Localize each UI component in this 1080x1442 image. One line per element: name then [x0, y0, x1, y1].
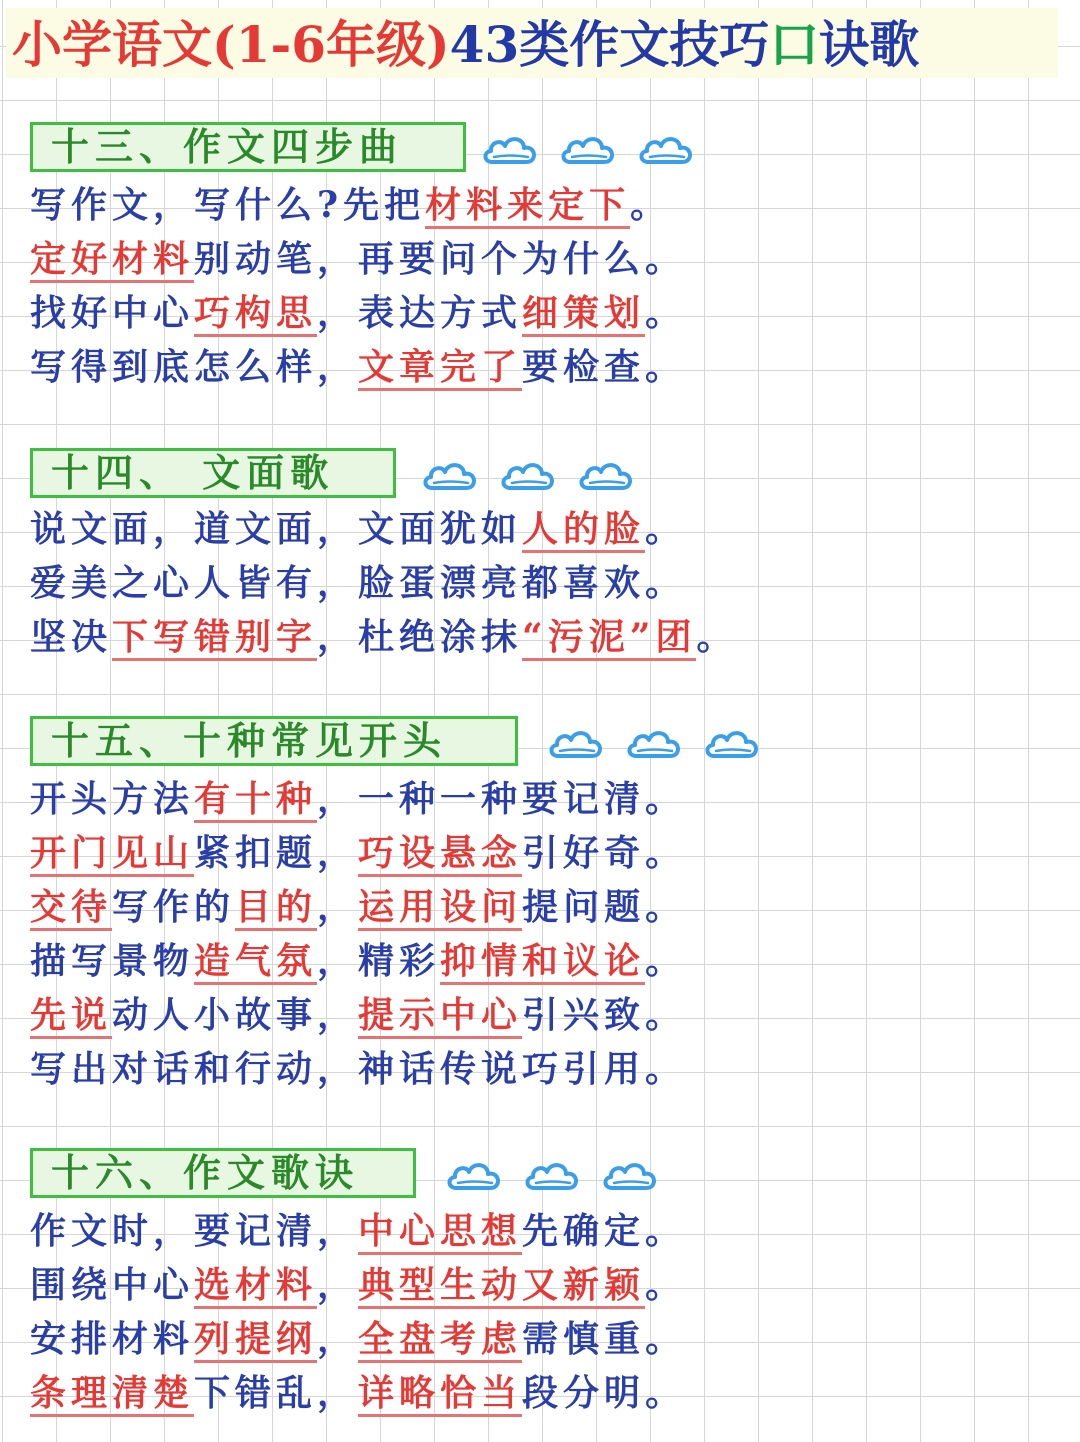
- verse-text: 。: [696, 616, 738, 658]
- verse-text: 安排材料: [30, 1318, 195, 1360]
- verse-text: ，杜绝涂抹: [317, 616, 523, 658]
- highlight-phrase: 详略恰当: [358, 1372, 522, 1417]
- verse-text: ，: [317, 886, 359, 928]
- cloud-decoration: [546, 724, 762, 764]
- section-heading: 十六、作文歌诀: [30, 1148, 416, 1198]
- cloud-decoration: [480, 130, 696, 170]
- highlight-phrase: 目的: [235, 886, 317, 931]
- highlight-phrase: 文章完了: [358, 346, 522, 391]
- highlight-phrase: 开门见山: [30, 832, 194, 877]
- verse-text: 。: [645, 346, 687, 388]
- verse-text: 描写景物: [30, 940, 195, 982]
- verse-text: 。: [645, 1264, 687, 1306]
- cloud-icon: [480, 130, 540, 170]
- verse-text: 引好奇: [522, 832, 646, 874]
- cloud-icon: [624, 724, 684, 764]
- verse-line: [30, 504, 686, 554]
- verse-text: 。: [645, 778, 687, 820]
- highlight-phrase: 造气氛: [194, 940, 317, 985]
- cloud-icon: [498, 456, 558, 496]
- verse-text: 。: [645, 994, 687, 1036]
- verse-text: 说文面，道文面，文面犹如: [30, 508, 523, 550]
- cloud-icon: [420, 456, 480, 496]
- verse-line: [30, 1260, 686, 1310]
- verse-line: [30, 774, 686, 824]
- highlight-phrase: 有十种: [194, 778, 317, 823]
- highlight-phrase: 抑情和议论: [440, 940, 645, 985]
- highlight-phrase: 下写错别字: [112, 616, 317, 661]
- verse-line: [30, 558, 686, 608]
- verse-text: 要检查: [522, 346, 646, 388]
- highlight-phrase: 先说: [30, 994, 112, 1039]
- verse-text: 需慎重: [522, 1318, 646, 1360]
- cloud-icon: [636, 130, 696, 170]
- verse-text: 段分明: [522, 1372, 646, 1414]
- verse-text: 。: [645, 562, 687, 604]
- verse-text: 先确定: [522, 1210, 646, 1252]
- verse-text: ，: [317, 1264, 359, 1306]
- verse-text: 提问题: [522, 886, 646, 928]
- verse-line: [30, 1206, 686, 1256]
- title-part-grade: 小学语文(1-6年级): [12, 15, 450, 74]
- verse-text: ，: [317, 1318, 359, 1360]
- verse-text: 。: [645, 238, 687, 280]
- verse-text: 写作文，写什么?先把: [30, 184, 426, 226]
- highlight-phrase: 列提纲: [194, 1318, 317, 1363]
- verse-text: 下错乱，: [194, 1372, 359, 1414]
- verse-line: [30, 288, 686, 338]
- section-heading: 十五、十种常见开头: [30, 716, 518, 766]
- verse-line: [30, 936, 686, 986]
- cloud-icon: [558, 130, 618, 170]
- verse-text: 开头方法: [30, 778, 195, 820]
- verse-line: [30, 990, 686, 1040]
- highlight-phrase: 定好材料: [30, 238, 194, 283]
- verse-text: 。: [645, 1372, 687, 1414]
- verse-text: 。: [645, 832, 687, 874]
- section-heading: 十三、作文四步曲: [30, 122, 466, 172]
- verse-text: 坚决: [30, 616, 113, 658]
- title-part-mouth: 口: [769, 15, 820, 74]
- verse-text: ，精彩: [317, 940, 441, 982]
- verse-text: 围绕中心: [30, 1264, 195, 1306]
- cloud-icon: [702, 724, 762, 764]
- highlight-phrase: 人的脸: [522, 508, 645, 553]
- verse-text: 。: [645, 886, 687, 928]
- highlight-phrase: 选材料: [194, 1264, 317, 1309]
- cloud-decoration: [420, 456, 636, 496]
- verse-text: 。: [645, 1318, 687, 1360]
- verse-text: 。: [630, 184, 672, 226]
- section-heading: 十四、 文面歌: [30, 448, 396, 498]
- highlight-phrase: 全盘考虑: [358, 1318, 522, 1363]
- highlight-phrase: “污泥”团: [522, 616, 696, 661]
- cloud-icon: [600, 1156, 660, 1196]
- verse-text: 。: [645, 1048, 687, 1090]
- verse-text: 动人小故事，: [112, 994, 359, 1036]
- highlight-phrase: 交待: [30, 886, 112, 931]
- verse-text: ，一种一种要记清: [317, 778, 646, 820]
- highlight-phrase: 条理清楚: [30, 1372, 194, 1417]
- verse-text: 作文时，要记清，: [30, 1210, 359, 1252]
- verse-line: [30, 234, 686, 284]
- verse-line: [30, 882, 686, 932]
- verse-text: 引兴致: [522, 994, 646, 1036]
- highlight-phrase: 典型生动又新颖: [358, 1264, 645, 1309]
- verse-text: 写得到底怎么样，: [30, 346, 359, 388]
- cloud-icon: [576, 456, 636, 496]
- verse-text: 找好中心: [30, 292, 195, 334]
- highlight-phrase: 巧构思: [194, 292, 317, 337]
- verse-text: 写作的: [112, 886, 236, 928]
- cloud-icon: [546, 724, 606, 764]
- verse-line: [30, 1044, 686, 1094]
- cloud-icon: [444, 1156, 504, 1196]
- highlight-phrase: 运用设问: [358, 886, 522, 931]
- highlight-phrase: 提示中心: [358, 994, 522, 1039]
- highlight-phrase: 中心思想: [358, 1210, 522, 1255]
- verse-line: [30, 1314, 686, 1364]
- highlight-phrase: 材料来定下: [425, 184, 630, 229]
- page-title: [12, 12, 1072, 78]
- verse-line: [30, 612, 737, 662]
- highlight-phrase: 细策划: [522, 292, 645, 337]
- verse-text: 。: [645, 508, 687, 550]
- verse-line: [30, 342, 686, 392]
- highlight-phrase: 巧设悬念: [358, 832, 522, 877]
- verse-text: 。: [645, 292, 687, 334]
- verse-text: 别动笔，再要问个为什么: [194, 238, 646, 280]
- verse-line: [30, 180, 671, 230]
- title-part-song: 诀歌: [819, 15, 920, 74]
- cloud-icon: [522, 1156, 582, 1196]
- verse-text: 爱美之心人皆有，脸蛋漂亮都喜欢: [30, 562, 646, 604]
- verse-line: [30, 828, 686, 878]
- verse-text: 。: [645, 940, 687, 982]
- verse-text: 。: [645, 1210, 687, 1252]
- verse-text: 紧扣题，: [194, 832, 359, 874]
- verse-text: 写出对话和行动，神话传说巧引用: [30, 1048, 646, 1090]
- title-part-categories: 43类作文技巧: [449, 15, 770, 74]
- verse-line: [30, 1368, 686, 1418]
- verse-text: ，表达方式: [317, 292, 523, 334]
- cloud-decoration: [444, 1156, 660, 1196]
